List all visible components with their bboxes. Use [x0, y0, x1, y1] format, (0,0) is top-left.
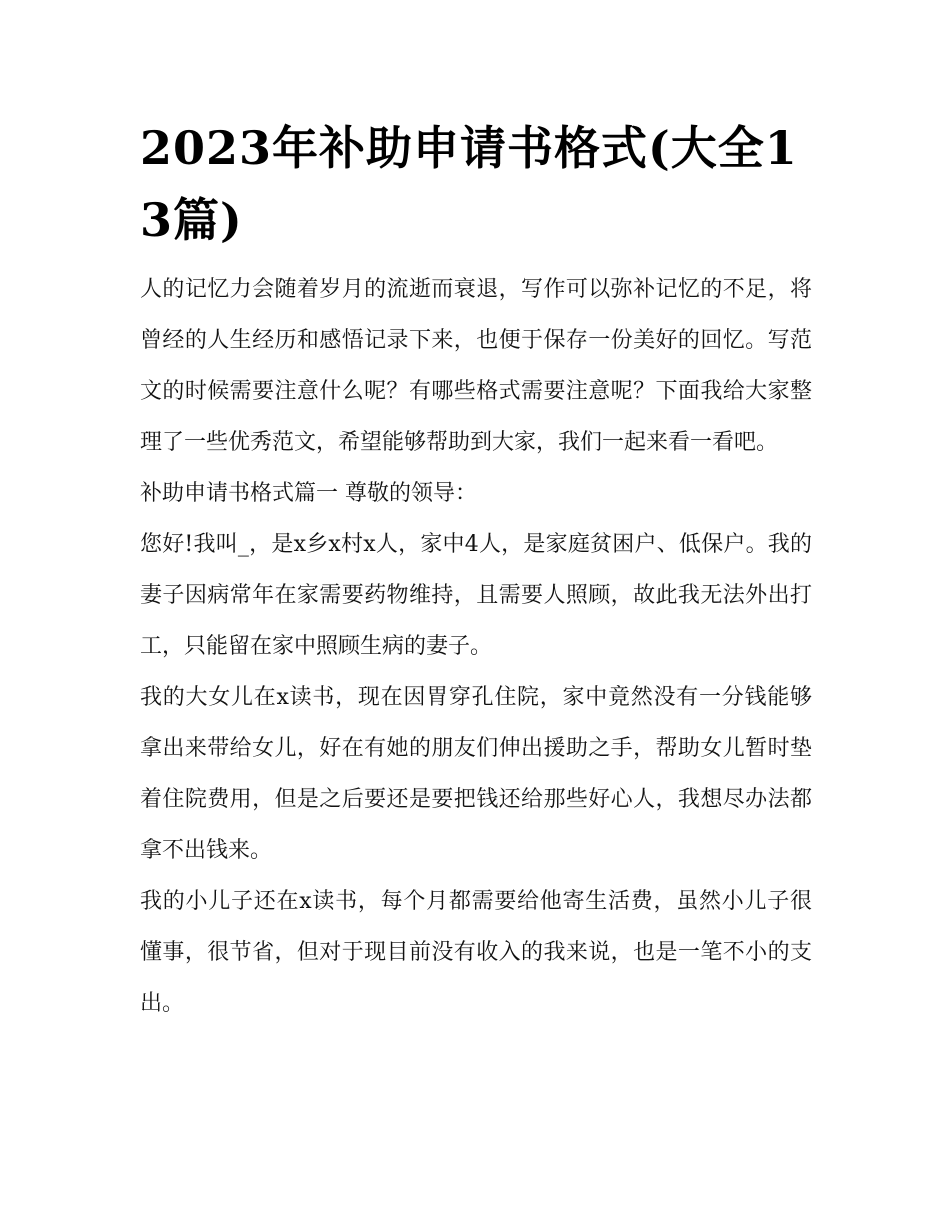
document-title: 2023年补助申请书格式(大全13篇) — [140, 121, 798, 247]
body-paragraph: 我的大女儿在x读书，现在因胃穿孔住院，家中竟然没有一分钱能够拿出来带给女儿，好在有她的朋友们伸出援助之手，帮助女儿暂时垫着住院费用，但是之后要还是要把钱还给那些好心人，我想尽办法都拿不出钱来。 — [140, 685, 812, 863]
document-body — [140, 112, 812, 1029]
body-paragraph: 我的小儿子还在x读书，每个月都需要给他寄生活费，虽然小儿子很懂事，很节省，但对于现目前没有收入的我来说，也是一笔不小的支出。 — [140, 889, 812, 1016]
section-heading-paragraph: 补助申请书格式篇一 尊敬的领导： — [140, 481, 477, 506]
intro-paragraph: 人的记忆力会随着岁月的流逝而衰退，写作可以弥补记忆的不足，将曾经的人生经历和感悟记录下来，也便于保存一份美好的回忆。写范文的时候需要注意什么呢？有哪些格式需要注意呢？下面我给大家整理了一些优秀范文，希望能够帮助到大家，我们一起来看一看吧。 — [140, 277, 812, 455]
body-paragraph: 您好!我叫_，是x乡x村x人，家中4人，是家庭贫困户、低保户。我的妻子因病常年在家需要药物维持，且需要人照顾，故此我无法外出打工，只能留在家中照顾生病的妻子。 — [140, 532, 812, 659]
